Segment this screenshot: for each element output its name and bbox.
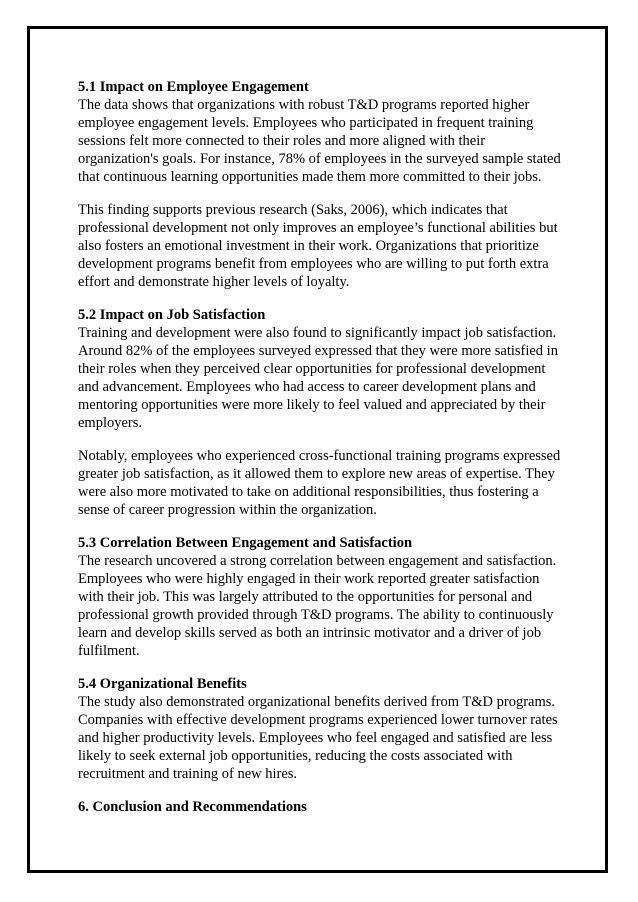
section-heading: 5.3 Correlation Between Engagement and Satisfaction: [78, 535, 413, 551]
section-heading: 6. Conclusion and Recommendations: [78, 799, 307, 815]
paragraph: This finding supports previous research (Saks, 2006), which indicates that professional development not only improves an employee’s functional abilities but also fosters an emotional investment in their work. Organizations that prioritize development programs benefit from employees who are willing to put forth extra effort and demonstrate higher levels of loyalty.: [78, 202, 558, 290]
section-6: [78, 798, 562, 816]
section-5-1: [78, 78, 562, 291]
section-5-3: [78, 534, 562, 660]
section-5-4: [78, 675, 562, 783]
section-5-2: [78, 306, 562, 519]
document-body: [78, 78, 562, 831]
section-heading: 5.2 Impact on Job Satisfaction: [78, 307, 266, 323]
section-heading: 5.1 Impact on Employee Engagement: [78, 79, 309, 95]
section-heading: 5.4 Organizational Benefits: [78, 676, 247, 692]
paragraph: The research uncovered a strong correlation between engagement and satisfaction. Employees who were highly engaged in their work reported greater satisfaction with their job. This was largely attributed to the opportunities for personal and professional growth provided through T&D programs. The ability to continuously learn and develop skills served as both an intrinsic motivator and a driver of job fulfilment.: [78, 553, 557, 659]
paragraph: The data shows that organizations with robust T&D programs reported higher employee engagement levels. Employees who participated in frequent training sessions felt more connected to their roles and more aligned with their organization's goals. For instance, 78% of employees in the surveyed sample stated that continuous learning opportunities made them more committed to their jobs.: [78, 97, 561, 185]
paragraph: Notably, employees who experienced cross-functional training programs expressed greater job satisfaction, as it allowed them to explore new areas of expertise. They were also more motivated to take on additional responsibilities, thus fostering a sense of career progression within the organization.: [78, 448, 561, 518]
paragraph: Training and development were also found to significantly impact job satisfaction. Around 82% of the employees surveyed expressed that they were more satisfied in their roles when they perceived clear opportunities for professional development and advancement. Employees who had access to career development plans and mentoring opportunities were more likely to feel valued and appreciated by their employers.: [78, 325, 558, 431]
paragraph: The study also demonstrated organizational benefits derived from T&D programs. Companies with effective development programs experienced lower turnover rates and higher productivity levels. Employees who feel engaged and satisfied are less likely to seek external job opportunities, reducing the costs associated with recruitment and training of new hires.: [78, 694, 558, 782]
